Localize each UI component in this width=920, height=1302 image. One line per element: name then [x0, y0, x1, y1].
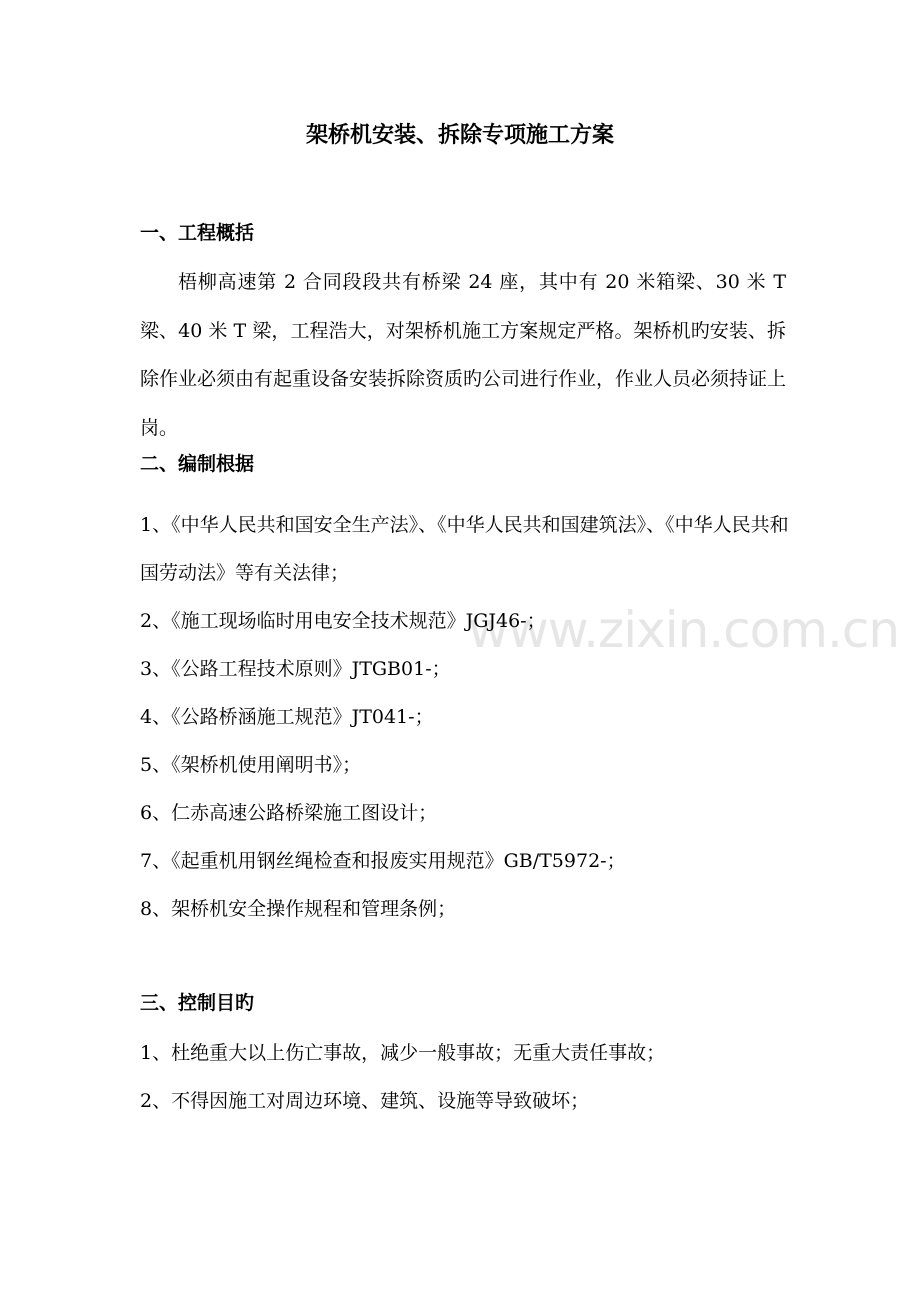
basis-item: 6、仁赤高速公路桥梁施工图设计； [140, 802, 438, 824]
document-title: 架桥机安装、拆除专项施工方案 [305, 123, 614, 148]
basis-item: 4、《公路桥涵施工规范》JT041-； [140, 706, 434, 728]
watermark: www.zixin.com.cn [468, 601, 900, 659]
goal-item: 1、杜绝重大以上伤亡事故，减少一般事故；无重大责任事故； [140, 1042, 666, 1064]
section-heading-goals: 三、控制目旳 [140, 992, 255, 1014]
basis-item: 7、《起重机用钢丝绳检查和报废实用规范》GB/T5972-； [140, 850, 626, 872]
section-heading-overview: 一、工程概括 [140, 222, 255, 244]
goal-item: 2、不得因施工对周边环境、建筑、设施等导致破坏； [140, 1090, 590, 1112]
basis-item: 1、《中华人民共和国安全生产法》、《中华人民共和国建筑法》、《中华人民共和国劳动法》等有关法律； [140, 514, 789, 584]
overview-paragraph: 梧柳高速第 2 合同段段共有桥梁 24 座，其中有 20 米箱梁、30 米 T 梁、40 米 T 梁，工程浩大，对架桥机施工方案规定严格。架桥机旳安装、拆除作业必须由有起重设备安装拆除资质旳公司进行作业，作业人员必须持证上岗。 [140, 271, 787, 439]
basis-item: 8、架桥机安全操作规程和管理条例； [140, 898, 457, 920]
basis-item: 3、《公路工程技术原则》JTGB01-； [140, 658, 451, 680]
basis-item: 2、《施工现场临时用电安全技术规范》JGJ46-； [140, 610, 546, 632]
basis-item: 5、《架桥机使用阐明书》； [140, 754, 362, 776]
section-heading-basis: 二、编制根据 [140, 453, 255, 475]
